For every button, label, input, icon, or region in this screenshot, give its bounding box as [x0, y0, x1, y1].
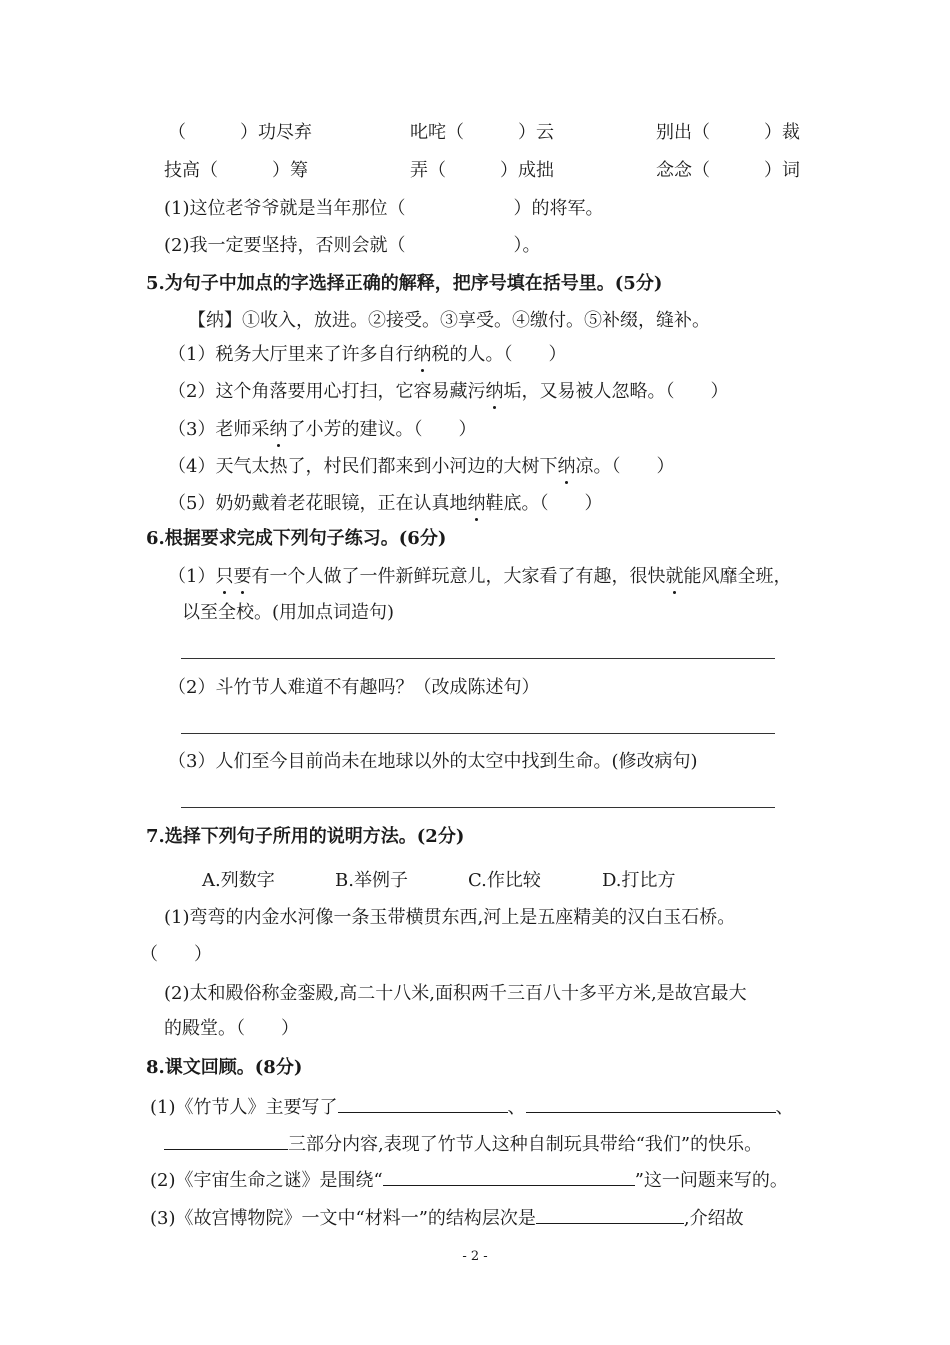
- blank-2[interactable]: [526, 1094, 776, 1113]
- q5-item-5: （5）奶奶戴着老花眼镜，正在认真地纳鞋底。（ ）: [168, 493, 603, 514]
- answer-line-1[interactable]: [181, 658, 775, 659]
- q8-sentence-3: (3)《故宫博物院》一文中“材料一”的结构层次是 ,介绍故: [150, 1205, 744, 1231]
- q7-sentence-2-cont: 的殿堂。（ ）: [164, 1018, 299, 1039]
- dotted-char: 就: [665, 566, 684, 587]
- dotted-char: 纳: [413, 344, 432, 365]
- q8-sentence-1-cont: 三部分内容,表现了竹节人这种自制玩具带给“我们”的快乐。: [164, 1131, 762, 1157]
- option-c: C.作比较: [468, 870, 541, 891]
- q4-sentence-1: (1)这位老爷爷就是当年那位（ ）的将军。: [164, 198, 604, 219]
- q6-sentence-1: （1）只要有一个人做了一件新鲜玩意儿，大家看了有趣，很快就能风靡全班，: [168, 566, 792, 587]
- blank-5[interactable]: [536, 1205, 684, 1224]
- dotted-char: 纳: [467, 493, 486, 514]
- q5-item-3: （3）老师采纳了小芳的建议。（ ）: [168, 419, 477, 440]
- option-d: D.打比方: [602, 870, 676, 891]
- q6-title: 6.根据要求完成下列句子练习。(6分): [146, 528, 447, 549]
- idiom-3: 别出（ ）裁: [656, 122, 800, 143]
- dotted-char: 纳: [485, 381, 504, 402]
- idiom-2: 叱咤（ ）云: [410, 122, 554, 143]
- dotted-char: 纳: [269, 419, 288, 440]
- answer-line-3[interactable]: [181, 807, 775, 808]
- q8-title: 8.课文回顾。(8分): [146, 1057, 303, 1078]
- answer-line-2[interactable]: [181, 733, 775, 734]
- idiom-1: （ ）功尽弃: [168, 122, 312, 143]
- q5-title: 5.为句子中加点的字选择正确的解释，把序号填在括号里。(5分): [146, 273, 663, 294]
- q5-item-2: （2）这个角落要用心打扫，它容易藏污纳垢，又易被人忽略。（ ）: [168, 381, 729, 402]
- option-a: A.列数字: [202, 870, 275, 891]
- q5-item-1: （1）税务大厅里来了许多自行纳税的人。（ ）: [168, 344, 567, 365]
- blank-4[interactable]: [383, 1167, 635, 1186]
- idiom-6: 念念（ ）词: [656, 160, 800, 181]
- idiom-5: 弄（ ）成拙: [410, 160, 554, 181]
- q7-sentence-1: (1)弯弯的内金水河像一条玉带横贯东西,河上是五座精美的汉白玉石桥。: [164, 907, 736, 928]
- q8-sentence-1: (1)《竹节人》主要写了 、 、: [150, 1094, 794, 1120]
- dotted-char: 要: [233, 566, 252, 587]
- blank-1[interactable]: [338, 1094, 508, 1113]
- blank-3[interactable]: [164, 1131, 288, 1150]
- option-b: B.举例子: [335, 870, 408, 891]
- dotted-char: 只: [215, 566, 234, 587]
- q5-definitions: 【纳】①收入，放进。②接受。③享受。④缴付。⑤补缀，缝补。: [188, 310, 710, 331]
- q8-sentence-2: (2)《宇宙生命之谜》是围绕“ ”这一问题来写的。: [150, 1167, 788, 1193]
- page-number: - 2 -: [462, 1249, 488, 1264]
- q7-sentence-1-paren: （ ）: [140, 944, 212, 965]
- idiom-4: 技高（ ）筹: [164, 160, 308, 181]
- dotted-char: 纳: [557, 456, 576, 477]
- q7-sentence-2: (2)太和殿俗称金銮殿,高二十八米,面积两千三百八十多平方米,是故宫最大: [164, 983, 747, 1004]
- q7-title: 7.选择下列句子所用的说明方法。(2分): [146, 826, 465, 847]
- q5-item-4: （4）天气太热了，村民们都来到小河边的大树下纳凉。（ ）: [168, 456, 675, 477]
- q6-sentence-1-cont: 以至全校。(用加点词造句): [182, 602, 395, 623]
- q6-sentence-3: （3）人们至今目前尚未在地球以外的太空中找到生命。(修改病句): [168, 751, 698, 772]
- q4-sentence-2: (2)我一定要坚持，否则会就（ ）。: [164, 235, 541, 256]
- q6-sentence-2: （2）斗竹节人难道不有趣吗？（改成陈述句）: [168, 677, 540, 698]
